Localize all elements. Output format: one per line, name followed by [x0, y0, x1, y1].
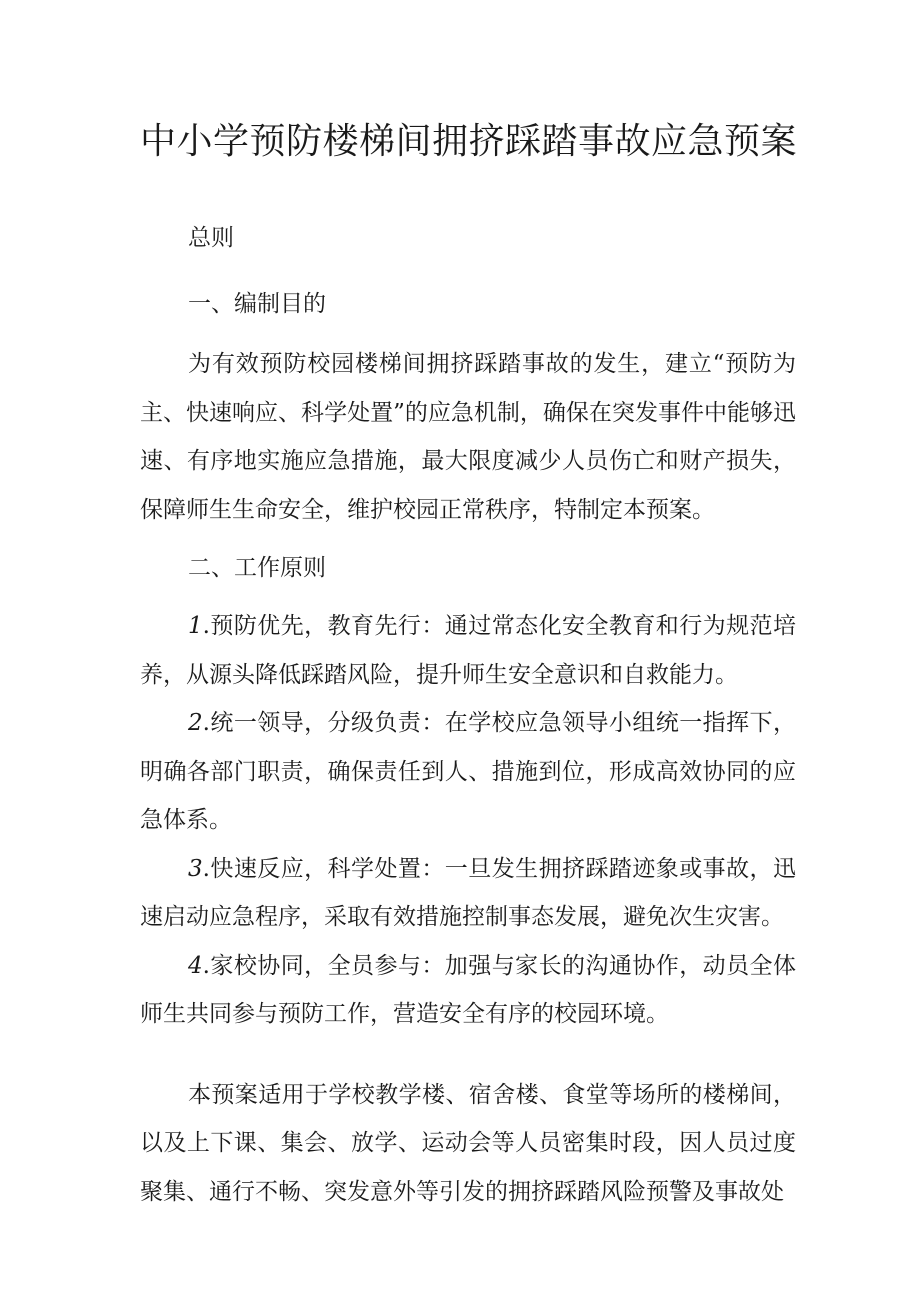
principle-item: [140, 845, 796, 942]
principle-number: 3: [188, 855, 203, 882]
section-general-heading: 总则: [188, 225, 234, 251]
principle-item: [140, 942, 796, 1039]
principle-text: .预防优先，教育先行：通过常态化安全教育和行为规范培养，从源头降低踩踏风险，提升师生安全意识和自救能力。: [140, 613, 796, 688]
paragraph-purpose: 为有效预防校园楼梯间拥挤踩踏事故的发生，建立“预防为主、快速响应、科学处置”的应急机制，确保在突发事件中能够迅速、有序地实施应急措施，最大限度减少人员伤亡和财产损失，保障师生生命安全，维护校园正常秩序，特制定本预案。: [140, 351, 796, 523]
heading-principles: 二、工作原则: [188, 555, 326, 581]
principle-text: .家校协同，全员参与：加强与家长的沟通协作，动员全体师生共同参与预防工作，营造安全有序的校园环境。: [140, 952, 796, 1027]
principle-number: 4: [188, 952, 203, 979]
heading-purpose: 一、编制目的: [188, 291, 326, 317]
principle-text: .快速反应，科学处置：一旦发生拥挤踩踏迹象或事故，迅速启动应急程序，采取有效措施控制事态发展，避免次生灾害。: [140, 855, 796, 930]
principle-text: .统一领导，分级负责：在学校应急领导小组统一指挥下，明确各部门职责，确保责任到人、措施到位，形成高效协同的应急体系。: [140, 710, 796, 833]
document-title: 中小学预防楼梯间拥挤踩踏事故应急预案: [140, 121, 798, 162]
principle-number: 2: [188, 710, 203, 736]
principle-number: 1: [188, 613, 203, 639]
paragraph-scope: 本预案适用于学校教学楼、宿舍楼、食堂等场所的楼梯间，以及上下课、集会、放学、运动会等人员密集时段，因人员过度聚集、通行不畅、突发意外等引发的拥挤踩踏风险预警及事故处: [140, 1081, 796, 1205]
principle-item: [140, 699, 796, 845]
principle-item: [140, 602, 796, 699]
